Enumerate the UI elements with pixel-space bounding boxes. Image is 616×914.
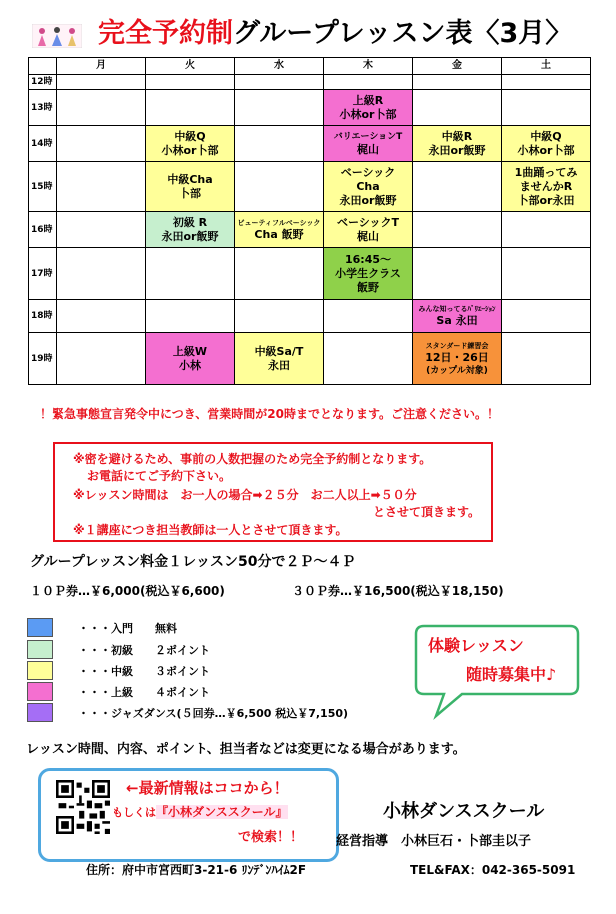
lesson-name: 小学生クラス	[335, 266, 401, 280]
director-line: 経営指導 小林巨石・卜部圭以子	[336, 834, 532, 849]
legend-label: ・・・入門 無料	[78, 622, 177, 635]
empty-cell	[57, 90, 146, 126]
empty-cell	[413, 212, 502, 248]
qr-code-icon[interactable]	[56, 780, 110, 834]
time-label: 15時	[29, 162, 57, 212]
lesson-cell	[324, 212, 413, 248]
search-keyword: 『小林ダンススクール』	[156, 805, 288, 819]
lesson-name: 中級R	[441, 129, 473, 143]
legend-label: ・・・初級 ２ポイント	[78, 644, 210, 657]
notice-line: ※１講座につき担当教師は一人とさせて頂きます。	[73, 523, 348, 537]
lesson-teacher: 卜部	[179, 186, 201, 200]
lesson-teacher: 永田or飯野	[428, 143, 486, 157]
trial-lesson-line2: 随時募集中♪	[466, 665, 557, 684]
lesson-name: 中級Q	[530, 129, 562, 143]
lesson-cell	[502, 126, 591, 162]
time-row	[29, 248, 591, 300]
lesson-name: 1曲踊ってみ	[514, 165, 578, 179]
day-header: 火	[146, 58, 235, 75]
school-name: 小林ダンススクール	[383, 801, 545, 822]
empty-cell	[324, 333, 413, 385]
lesson-teacher: 梶山	[357, 142, 379, 156]
change-disclaimer: レッスン時間、内容、ポイント、担当者などは変更になる場合があります。	[26, 742, 466, 757]
notice-line: お電話にてご予約下さい。	[87, 469, 232, 483]
lesson-name: バリエーションT	[333, 131, 403, 142]
time-label: 12時	[29, 75, 57, 90]
lesson-cell	[324, 126, 413, 162]
empty-cell	[57, 248, 146, 300]
lesson-teacher: 梶山	[357, 229, 379, 243]
time-row	[29, 162, 591, 212]
title-highlight: 完全予約制	[98, 18, 233, 49]
lesson-name: 中級Q	[174, 129, 206, 143]
lesson-cell	[413, 126, 502, 162]
empty-cell	[235, 162, 324, 212]
lesson-cell	[146, 333, 235, 385]
lesson-name: 初級 R	[172, 215, 208, 229]
empty-cell	[235, 90, 324, 126]
trial-lesson-line1: 体験レッスン	[428, 636, 524, 655]
lesson-cell	[324, 162, 413, 212]
day-header: 土	[502, 58, 591, 75]
lesson-cell	[235, 212, 324, 248]
empty-cell	[502, 75, 591, 90]
lesson-teacher: 卜部or永田	[517, 193, 575, 207]
lesson-teacher: Cha 飯野	[254, 227, 304, 241]
empty-cell	[146, 300, 235, 333]
empty-cell	[57, 333, 146, 385]
lesson-cell	[413, 333, 502, 385]
empty-cell	[502, 248, 591, 300]
empty-cell	[235, 75, 324, 90]
empty-cell	[235, 248, 324, 300]
address: 住所：府中市宮西町3-21-6 ﾘﾝﾃﾞﾝﾊｲﾑ2F	[86, 863, 307, 877]
lesson-target: (カップル対象)	[426, 365, 488, 376]
lesson-teacher: 永田	[268, 358, 290, 372]
time-row	[29, 212, 591, 248]
page-title	[98, 14, 572, 54]
lesson-cell	[235, 333, 324, 385]
empty-cell	[502, 300, 591, 333]
empty-cell	[413, 75, 502, 90]
lesson-name: 上級R	[352, 93, 384, 107]
empty-cell	[146, 248, 235, 300]
lesson-cell	[324, 248, 413, 300]
search-hint	[112, 803, 288, 820]
fee-title: グループレッスン料金１レッスン50分で２Ｐ～４Ｐ	[30, 554, 356, 570]
lesson-cell	[146, 126, 235, 162]
lesson-schedule-table	[28, 57, 591, 385]
time-label: 18時	[29, 300, 57, 333]
day-header: 月	[57, 58, 146, 75]
lesson-teacher: 永田or飯野	[161, 229, 219, 243]
empty-cell	[502, 90, 591, 126]
lesson-dates: 12日・26日	[425, 350, 489, 364]
lesson-name: 上級W	[172, 344, 208, 358]
time-label: 16時	[29, 212, 57, 248]
lesson-cell	[146, 162, 235, 212]
emergency-notice: ！緊急事態宣言発令中につき、営業時間が20時までとなります。ご注意ください。！	[40, 407, 500, 421]
ticket-10p: １０Ｐ券…￥6,000(税込￥6,600)	[30, 584, 225, 598]
lesson-name: 中級Sa/T	[254, 344, 304, 358]
empty-cell	[324, 300, 413, 333]
header-row	[29, 58, 591, 75]
lesson-teacher: 小林	[179, 358, 201, 372]
lesson-cell	[324, 90, 413, 126]
notice-line: ※レッスン時間は お一人の場合➡２５分 お二人以上➡５０分	[73, 488, 417, 502]
lesson-teacher: 小林or卜部	[517, 143, 575, 157]
lesson-name: ビューティフルベーシック	[237, 218, 321, 227]
or-prefix: もしくは	[112, 806, 156, 819]
ticket-30p: ３０Ｐ券…￥16,500(税込￥18,150)	[292, 584, 504, 598]
empty-cell	[146, 75, 235, 90]
lesson-cell	[146, 212, 235, 248]
title-main: グループレッスン表〈3月〉	[233, 18, 573, 49]
lesson-name: スタンダード練習会	[425, 341, 489, 350]
lesson-teacher: 飯野	[357, 280, 379, 294]
notice-line: ※密を避けるため、事前の人数把握のため完全予約制となります。	[73, 452, 432, 466]
lesson-dance: Cha	[356, 179, 380, 193]
day-header: 金	[413, 58, 502, 75]
lesson-time: 16:45～	[344, 252, 391, 266]
empty-cell	[57, 212, 146, 248]
lesson-name: みんな知ってるﾊﾞﾘｴｰｼｮﾝ	[418, 305, 496, 313]
lesson-name: ベーシック	[340, 165, 396, 179]
empty-cell	[502, 212, 591, 248]
time-row	[29, 75, 591, 90]
time-row	[29, 333, 591, 385]
legend-swatch-intro	[27, 618, 53, 637]
search-cta: で検索！！	[238, 830, 304, 845]
time-label: 17時	[29, 248, 57, 300]
time-row	[29, 126, 591, 162]
lesson-name-cont: ませんかR	[519, 179, 573, 193]
empty-cell	[57, 300, 146, 333]
lesson-teacher: Sa 永田	[436, 314, 478, 327]
time-label: 19時	[29, 333, 57, 385]
lesson-cell	[502, 162, 591, 212]
legend-label: ・・・ジャズダンス(５回券…￥6,500 税込￥7,150)	[78, 707, 349, 720]
corner-cell	[29, 58, 57, 75]
empty-cell	[324, 75, 413, 90]
empty-cell	[57, 126, 146, 162]
empty-cell	[57, 162, 146, 212]
time-label: 14時	[29, 126, 57, 162]
notice-line: とさせて頂きます。	[373, 505, 481, 519]
legend-swatch-advanced	[27, 682, 53, 701]
empty-cell	[235, 300, 324, 333]
lesson-teacher: 小林or卜部	[339, 107, 397, 121]
empty-cell	[57, 75, 146, 90]
legend-label: ・・・上級 ４ポイント	[78, 686, 210, 699]
time-label: 13時	[29, 90, 57, 126]
legend-swatch-intermediate	[27, 661, 53, 680]
empty-cell	[413, 248, 502, 300]
latest-info-text: ←最新情報はココから！	[126, 779, 289, 797]
lesson-name: 中級Cha	[167, 172, 213, 186]
lesson-cell	[413, 300, 502, 333]
legend-swatch-beginner	[27, 640, 53, 659]
lesson-teacher: 永田or飯野	[339, 193, 397, 207]
time-row	[29, 90, 591, 126]
empty-cell	[413, 162, 502, 212]
day-header: 木	[324, 58, 413, 75]
lesson-name: ベーシックT	[336, 215, 400, 229]
empty-cell	[235, 126, 324, 162]
lesson-teacher: 小林or卜部	[161, 143, 219, 157]
legend-label: ・・・中級 ３ポイント	[78, 665, 210, 678]
reservation-notice-box	[53, 442, 493, 542]
tel-fax: TEL&FAX：042-365-5091	[410, 863, 576, 877]
empty-cell	[146, 90, 235, 126]
empty-cell	[502, 333, 591, 385]
legend-swatch-jazz	[27, 703, 53, 722]
empty-cell	[413, 90, 502, 126]
dancers-logo-icon	[32, 24, 82, 48]
time-row	[29, 300, 591, 333]
day-header: 水	[235, 58, 324, 75]
